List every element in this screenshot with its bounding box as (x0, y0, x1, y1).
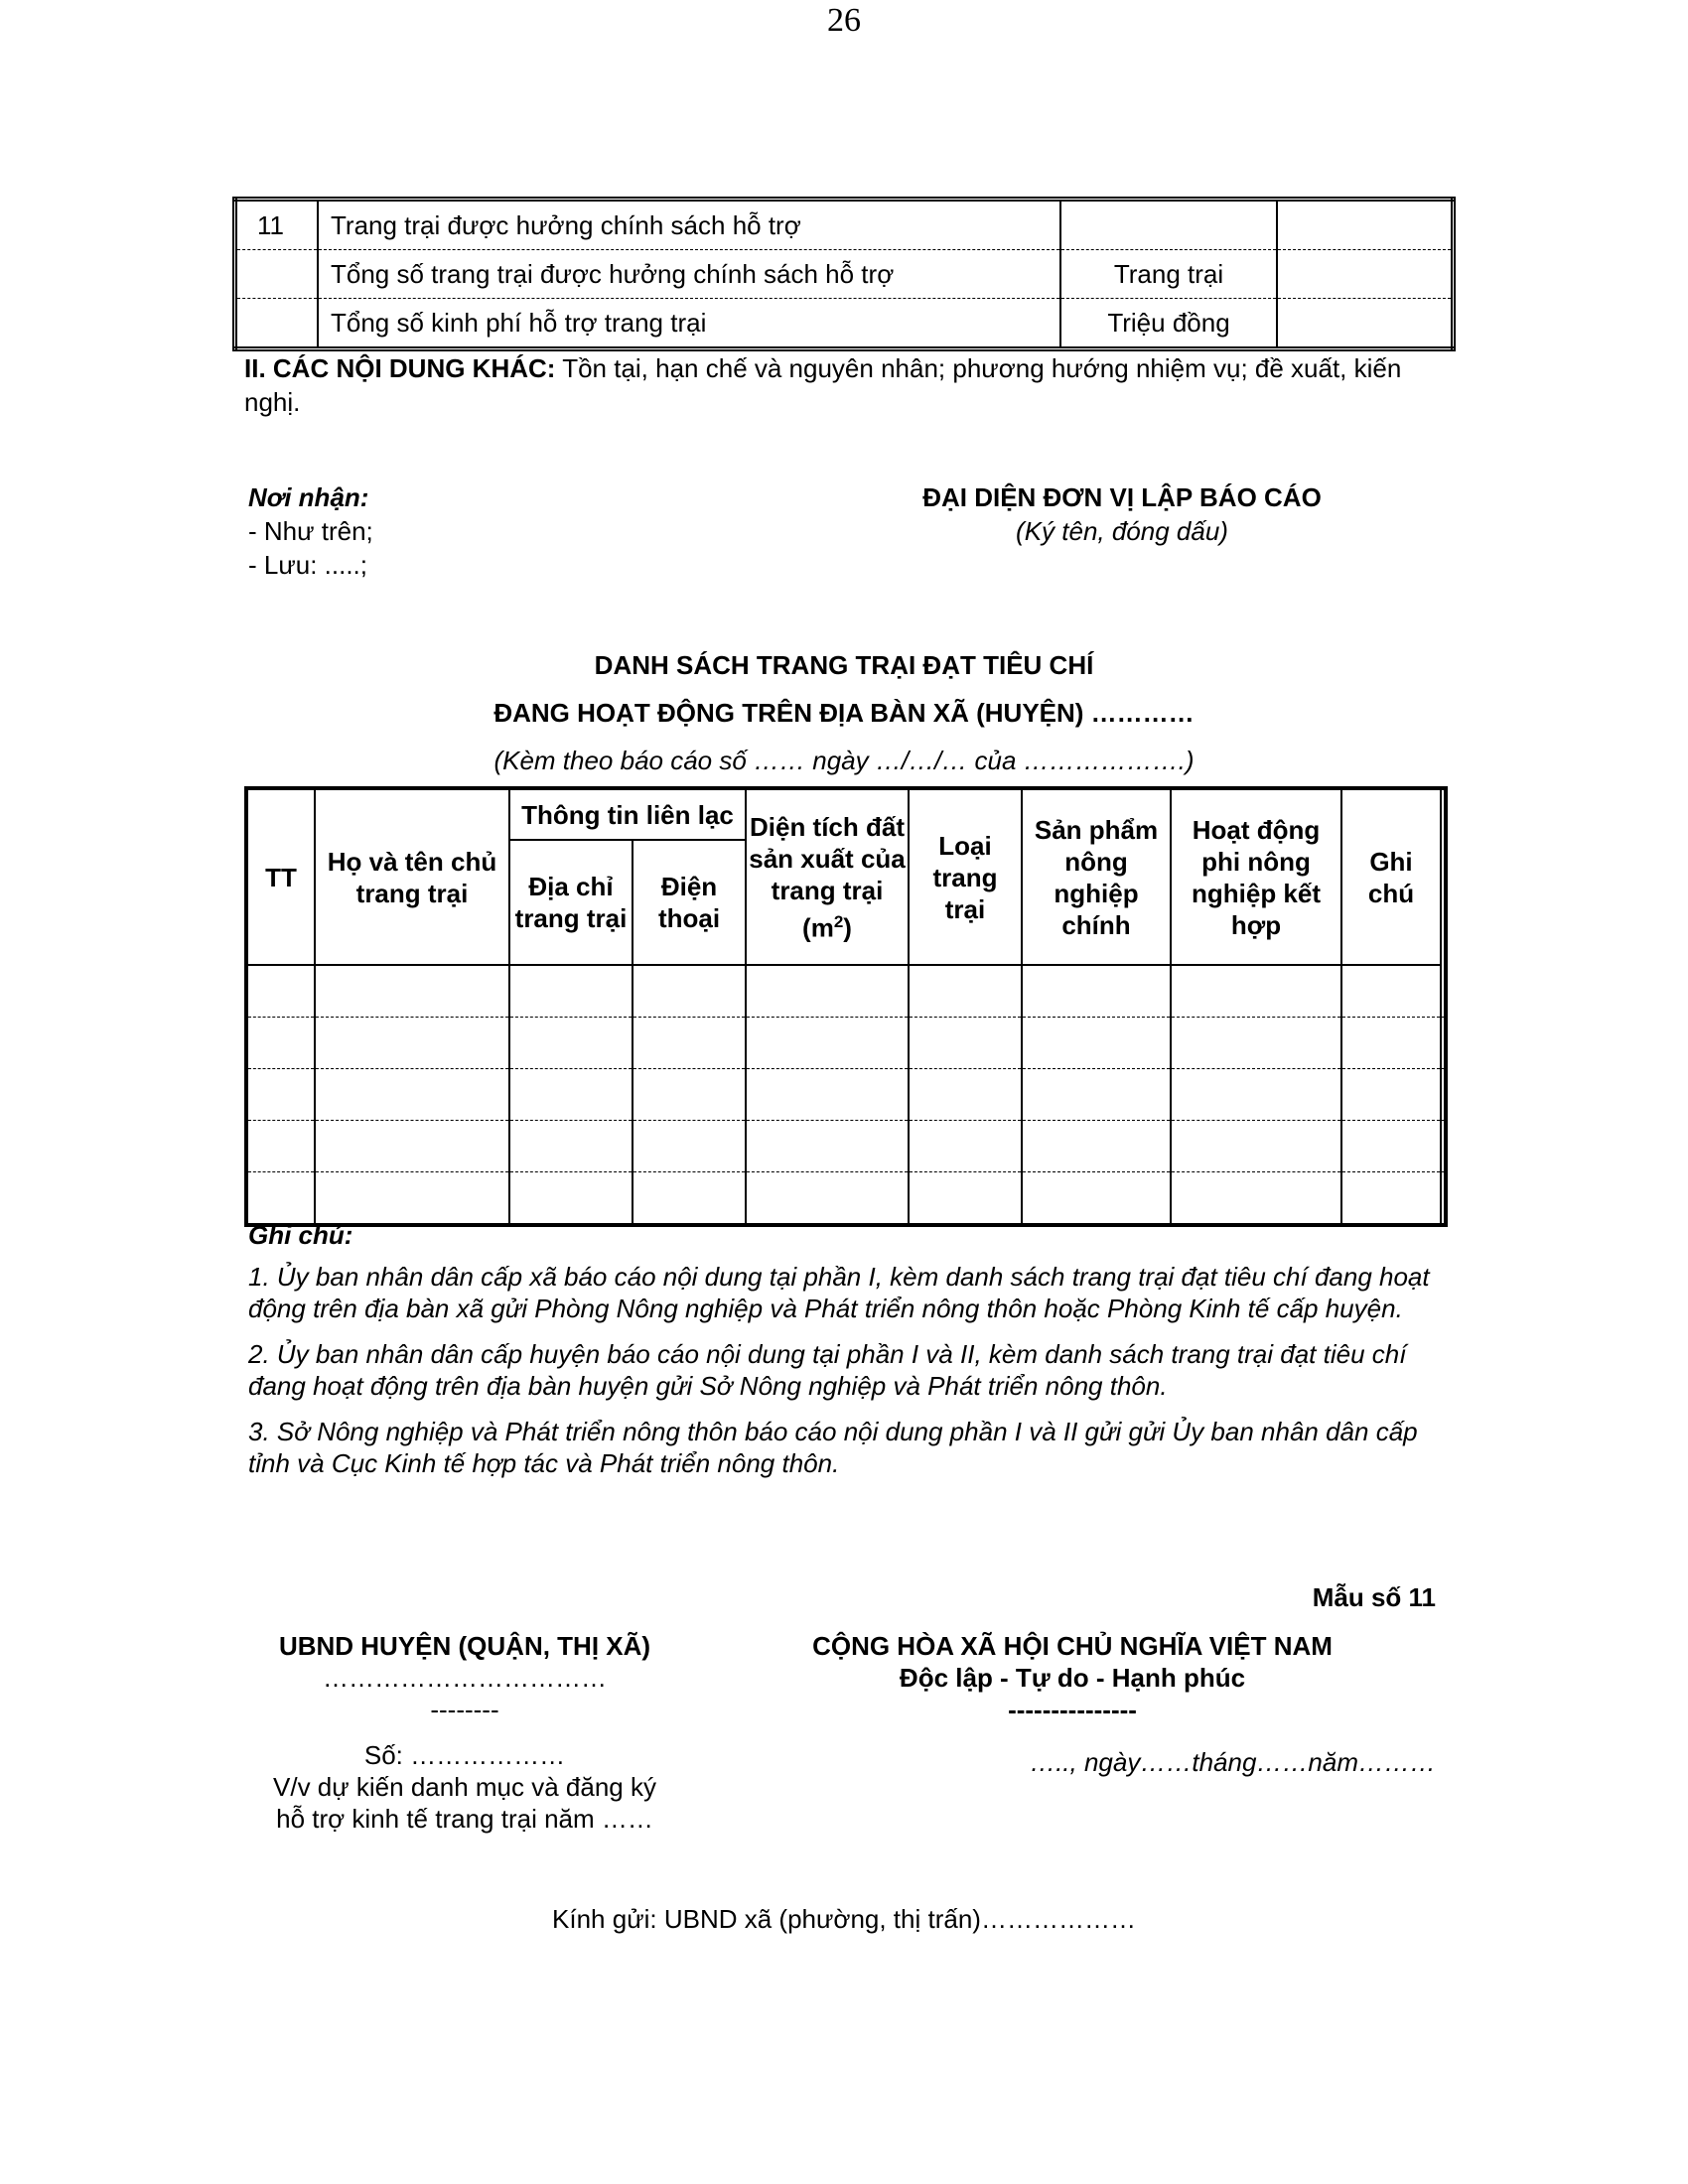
row-label: Tổng số kinh phí hỗ trợ trang trại (318, 299, 1060, 349)
empty-cell (1341, 1172, 1441, 1226)
empty-cell (746, 965, 909, 1018)
empty-cell (1171, 965, 1341, 1018)
header-farm-type: Loại trang trại (909, 788, 1022, 965)
empty-cell (1341, 1121, 1441, 1172)
table-row (246, 965, 1446, 1018)
recipient-item: - Như trên; (248, 516, 373, 546)
row-value (1277, 299, 1454, 349)
list-title-line-2: ĐANG HOẠT ĐỘNG TRÊN ĐỊA BÀN XÃ (HUYỆN) ………… (493, 698, 1195, 728)
empty-cell (1341, 965, 1441, 1018)
empty-cell (315, 1121, 509, 1172)
empty-cell (509, 1018, 633, 1069)
header-main-product: Sản phẩm nông nghiệp chính (1022, 788, 1171, 965)
empty-cell (246, 1121, 315, 1172)
list-title-line-1: DANH SÁCH TRANG TRẠI ĐẠT TIÊU CHÍ (594, 650, 1094, 680)
section-2-paragraph (244, 351, 1436, 419)
notes-title: Ghi chú: (248, 1220, 353, 1250)
right-header (735, 1630, 1410, 1725)
form-number: Mẫu số 11 (1312, 1582, 1436, 1612)
empty-cell (246, 1172, 315, 1226)
page-number: 26 (827, 2, 861, 39)
header-phone: Điện thoại (633, 840, 746, 965)
row-unit: Triệu đồng (1060, 299, 1277, 349)
notes-block (248, 1219, 1450, 1493)
empty-cell (1341, 1069, 1441, 1121)
recipient-item: - Lưu: .....; (248, 550, 367, 580)
table-row (246, 1172, 1446, 1226)
date-line: ….., ngày……tháng……năm……… (1030, 1747, 1436, 1777)
header-farm-address: Địa chỉ trang trại (509, 840, 633, 965)
empty-cell (633, 1018, 746, 1069)
empty-cell (746, 1121, 909, 1172)
addressee: Kính gửi: UBND xã (phường, thị trấn)……………… (552, 1904, 1136, 1934)
empty-cell (1441, 965, 1446, 1018)
subject-line-1: V/v dự kiến danh mục và đăng ký (273, 1772, 656, 1802)
empty-cell (746, 1172, 909, 1226)
recipients-title: Nơi nhận: (248, 482, 369, 512)
empty-cell (1022, 1069, 1171, 1121)
left-header (234, 1630, 695, 1835)
note-item: 3. Sở Nông nghiệp và Phát triển nông thôn báo cáo nội dung phần I và II gửi gửi Ủy ban nhân dân cấp tỉnh và Cục Kinh tế hợp tác và Phát triển nông thôn. (248, 1417, 1418, 1478)
empty-cell (1171, 1172, 1341, 1226)
table-row (235, 250, 1454, 299)
empty-cell (909, 1121, 1022, 1172)
empty-cell (509, 965, 633, 1018)
empty-cell (509, 1121, 633, 1172)
org-divider: -------- (430, 1695, 499, 1724)
empty-cell (1441, 1069, 1446, 1121)
row-unit (1060, 200, 1277, 250)
representative-subtitle: (Ký tên, đóng dấu) (1016, 516, 1228, 546)
recipients-block (248, 480, 373, 582)
header-note: Ghi chú (1341, 788, 1441, 965)
table-row (235, 299, 1454, 349)
header-owner-name: Họ và tên chủ trang trại (315, 788, 509, 965)
empty-cell (509, 1172, 633, 1226)
empty-cell (1441, 1121, 1446, 1172)
header-non-agri-activity: Hoạt động phi nông nghiệp kết hợp (1171, 788, 1341, 965)
representative-title: ĐẠI DIỆN ĐƠN VỊ LẬP BÁO CÁO (922, 482, 1322, 512)
empty-cell (909, 1069, 1022, 1121)
empty-cell (1171, 1069, 1341, 1121)
empty-cell (315, 965, 509, 1018)
empty-cell (1441, 1172, 1446, 1226)
note-item: 1. Ủy ban nhân dân cấp xã báo cáo nội dung tại phần I, kèm danh sách trang trại đạt tiêu chí đang hoạt động trên địa bàn xã gửi Phòng Nông nghiệp và Phát triển nông thôn hoặc Phòng Kinh tế cấp huyện. (248, 1262, 1430, 1323)
empty-cell (1171, 1018, 1341, 1069)
empty-cell (1022, 1121, 1171, 1172)
subject-line-2: hỗ trợ kinh tế trang trại năm …… (276, 1804, 653, 1834)
empty-cell (633, 1121, 746, 1172)
row-value (1277, 250, 1454, 299)
row-number (235, 250, 319, 299)
empty-cell (315, 1069, 509, 1121)
empty-cell (746, 1018, 909, 1069)
national-motto: Độc lập - Tự do - Hạnh phúc (899, 1663, 1246, 1693)
country-name: CỘNG HÒA XÃ HỘI CHỦ NGHĨA VIỆT NAM (812, 1631, 1333, 1661)
header-tt: TT (246, 788, 315, 965)
section-2-heading: II. CÁC NỘI DUNG KHÁC: (244, 353, 556, 383)
empty-cell (1341, 1018, 1441, 1069)
empty-cell (633, 1069, 746, 1121)
empty-cell (246, 965, 315, 1018)
row-value (1277, 200, 1454, 250)
empty-cell (246, 1069, 315, 1121)
header-area: Diện tích đất sản xuất của trang trại $(m^2)$ (746, 788, 909, 965)
representative-block (874, 480, 1370, 548)
row-unit: Trang trại (1060, 250, 1277, 299)
empty-cell (1022, 965, 1171, 1018)
empty-cell (315, 1018, 509, 1069)
empty-cell (633, 965, 746, 1018)
empty-cell (1441, 1018, 1446, 1069)
document-number: Số: ……………… (363, 1740, 566, 1770)
header-contact: Thông tin liên lạc (509, 788, 746, 840)
list-title-line-3: (Kèm theo báo cáo số …… ngày …/…/… của ……………….) (493, 746, 1195, 775)
org-dots: …………………………… (323, 1663, 607, 1693)
row-number: 11 (235, 200, 319, 250)
empty-cell (315, 1172, 509, 1226)
motto-divider: --------------- (1008, 1695, 1137, 1724)
empty-cell (746, 1069, 909, 1121)
table-row (246, 1121, 1446, 1172)
section-2-text: Tồn tại, hạn chế và nguyên nhân; phương hướng nhiệm vụ; đề xuất, kiến nghị. (244, 353, 1402, 417)
empty-cell (509, 1069, 633, 1121)
row-label: Trang trại được hưởng chính sách hỗ trợ (318, 200, 1060, 250)
org-name: UBND HUYỆN (QUẬN, THỊ XÃ) (278, 1631, 651, 1661)
table-row (246, 1018, 1446, 1069)
support-summary-table (232, 197, 1456, 351)
empty-cell (909, 1018, 1022, 1069)
empty-cell (1171, 1121, 1341, 1172)
table-row (246, 1069, 1446, 1121)
row-label: Tổng số trang trại được hưởng chính sách hỗ trợ (318, 250, 1060, 299)
empty-cell (1022, 1172, 1171, 1226)
note-item: 2. Ủy ban nhân dân cấp huyện báo cáo nội dung tại phần I và II, kèm danh sách trang trại đạt tiêu chí đang hoạt động trên địa bàn huyện gửi Sở Nông nghiệp và Phát triển nông thôn. (248, 1339, 1407, 1401)
row-number (235, 299, 319, 349)
empty-cell (246, 1018, 315, 1069)
table-row (235, 200, 1454, 250)
empty-cell (909, 965, 1022, 1018)
farm-list-table (244, 786, 1448, 1227)
list-title-block (0, 641, 1688, 784)
empty-cell (1022, 1018, 1171, 1069)
empty-cell (909, 1172, 1022, 1226)
empty-cell (633, 1172, 746, 1226)
